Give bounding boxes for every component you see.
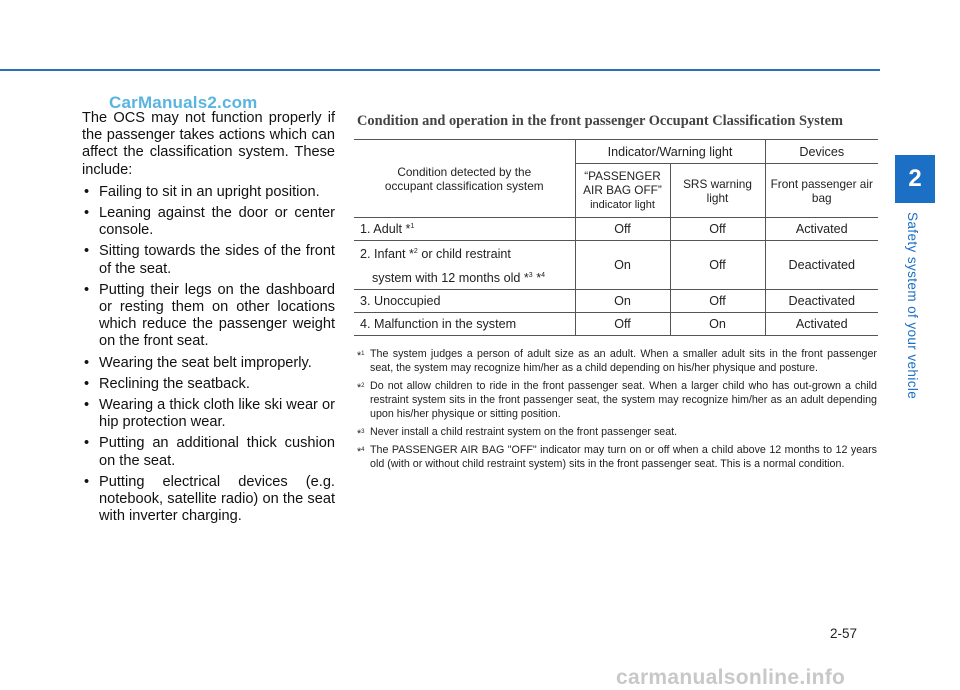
bullet-glyph: • [84, 375, 90, 392]
passenger-cell: On [575, 241, 670, 290]
bullet-glyph: • [84, 473, 90, 490]
passenger-cell: Off [575, 313, 670, 336]
list-item: • Putting an additional thick cushion on the seat. [84, 435, 335, 469]
bullet-glyph: • [84, 205, 90, 222]
srs-cell: Off [670, 241, 765, 290]
chapter-number: 2 [908, 165, 922, 192]
bullet-glyph: • [84, 281, 90, 298]
condition-cell: 1. Adult *$^1$ [354, 218, 575, 241]
airbag-cell: Activated [765, 218, 878, 241]
bullet-glyph: • [84, 183, 90, 200]
srs-cell: On [670, 313, 765, 336]
airbag-cell: Deactivated [765, 290, 878, 313]
passenger-indicator-header: “PASSENGER AIR BAG OFF” indicator light [575, 164, 670, 218]
table-header-row [354, 140, 878, 164]
watermark-top[interactable]: CarManuals2.com [109, 93, 258, 112]
srs-header: SRS warning light [670, 164, 765, 218]
table-row [354, 290, 878, 313]
list-item: • Wearing a thick cloth like ski wear or hip protection wear. [84, 397, 335, 431]
table-row [354, 313, 878, 336]
table-row [354, 241, 878, 290]
passenger-cell: On [575, 290, 670, 313]
condition-cell: 2. Infant *$^2$ or child restraint system with 12 months old *$^3$ *$^4$ [354, 241, 575, 290]
chapter-label-wrap [902, 212, 924, 412]
bullet-glyph: • [84, 397, 90, 414]
ocs-table [354, 139, 878, 336]
passenger-cell: Off [575, 218, 670, 241]
footnote: *$^3$ Never install a child restraint system on the front passenger seat. [357, 426, 678, 440]
watermark-bottom[interactable]: carmanualsonline.info [616, 666, 846, 689]
devices-group-header: Devices [765, 140, 878, 164]
section-title: Condition and operation in the front passenger Occupant Classification System [357, 113, 843, 129]
bullet-glyph: • [84, 243, 90, 260]
list-item: • Failing to sit in an upright position. [84, 183, 320, 200]
chapter-tab [895, 155, 935, 203]
list-item: • Reclining the seatback. [84, 375, 250, 392]
list-item: • Putting electrical devices (e.g. notebook, satellite radio) on the seat with inverter charging. [84, 473, 335, 525]
intro-paragraph: The OCS may not function properly if the passenger takes actions which can affect the classification system. These include: [82, 110, 335, 178]
bullet-list [82, 184, 335, 526]
footnote: *$^4$ The PASSENGER AIR BAG "OFF" indicator may turn on or off when a child above 12 months to 12 years old (with or without child restraint system) sits in the front passenger seat. This is a normal condition. [357, 444, 877, 470]
list-item: • Leaning against the door or center console. [84, 205, 335, 239]
page-number: 2-57 [830, 626, 858, 641]
footnote: *$^2$ Do not allow children to ride in the front passenger seat. When a larger child who has out-grown a child restraint system sits in the front passenger seat, the system may recognize him/her as an adult depending upon his/her physique or sitting position. [357, 380, 877, 420]
bullet-glyph: • [84, 354, 90, 371]
chapter-label: Safety system of your vehicle [905, 212, 920, 400]
table-row [354, 218, 878, 241]
footnote: *$^1$ The system judges a person of adult size as an adult. When a smaller adult sits in the front passenger seat, the system may recognize him/her as a child depending on his/her physique and posture. [357, 348, 877, 374]
condition-header: Condition detected by the occupant classification system [354, 140, 575, 218]
indicator-group-header: Indicator/Warning light [575, 140, 765, 164]
srs-cell: Off [670, 290, 765, 313]
airbag-header: Front passenger air bag [765, 164, 878, 218]
footnotes [357, 347, 877, 475]
list-item: • Sitting towards the sides of the front of the seat. [84, 243, 335, 277]
list-item: • Putting their legs on the dashboard or resting them on other locations which reduce the passenger weight on the front seat. [84, 281, 335, 350]
condition-cell: 4. Malfunction in the system [354, 313, 575, 336]
header-rule [0, 69, 880, 71]
left-column [82, 110, 335, 529]
condition-cell: 3. Unoccupied [354, 290, 575, 313]
airbag-cell: Activated [765, 313, 878, 336]
list-item: • Wearing the seat belt improperly. [84, 354, 312, 371]
bullet-glyph: • [84, 435, 90, 452]
airbag-cell: Deactivated [765, 241, 878, 290]
srs-cell: Off [670, 218, 765, 241]
